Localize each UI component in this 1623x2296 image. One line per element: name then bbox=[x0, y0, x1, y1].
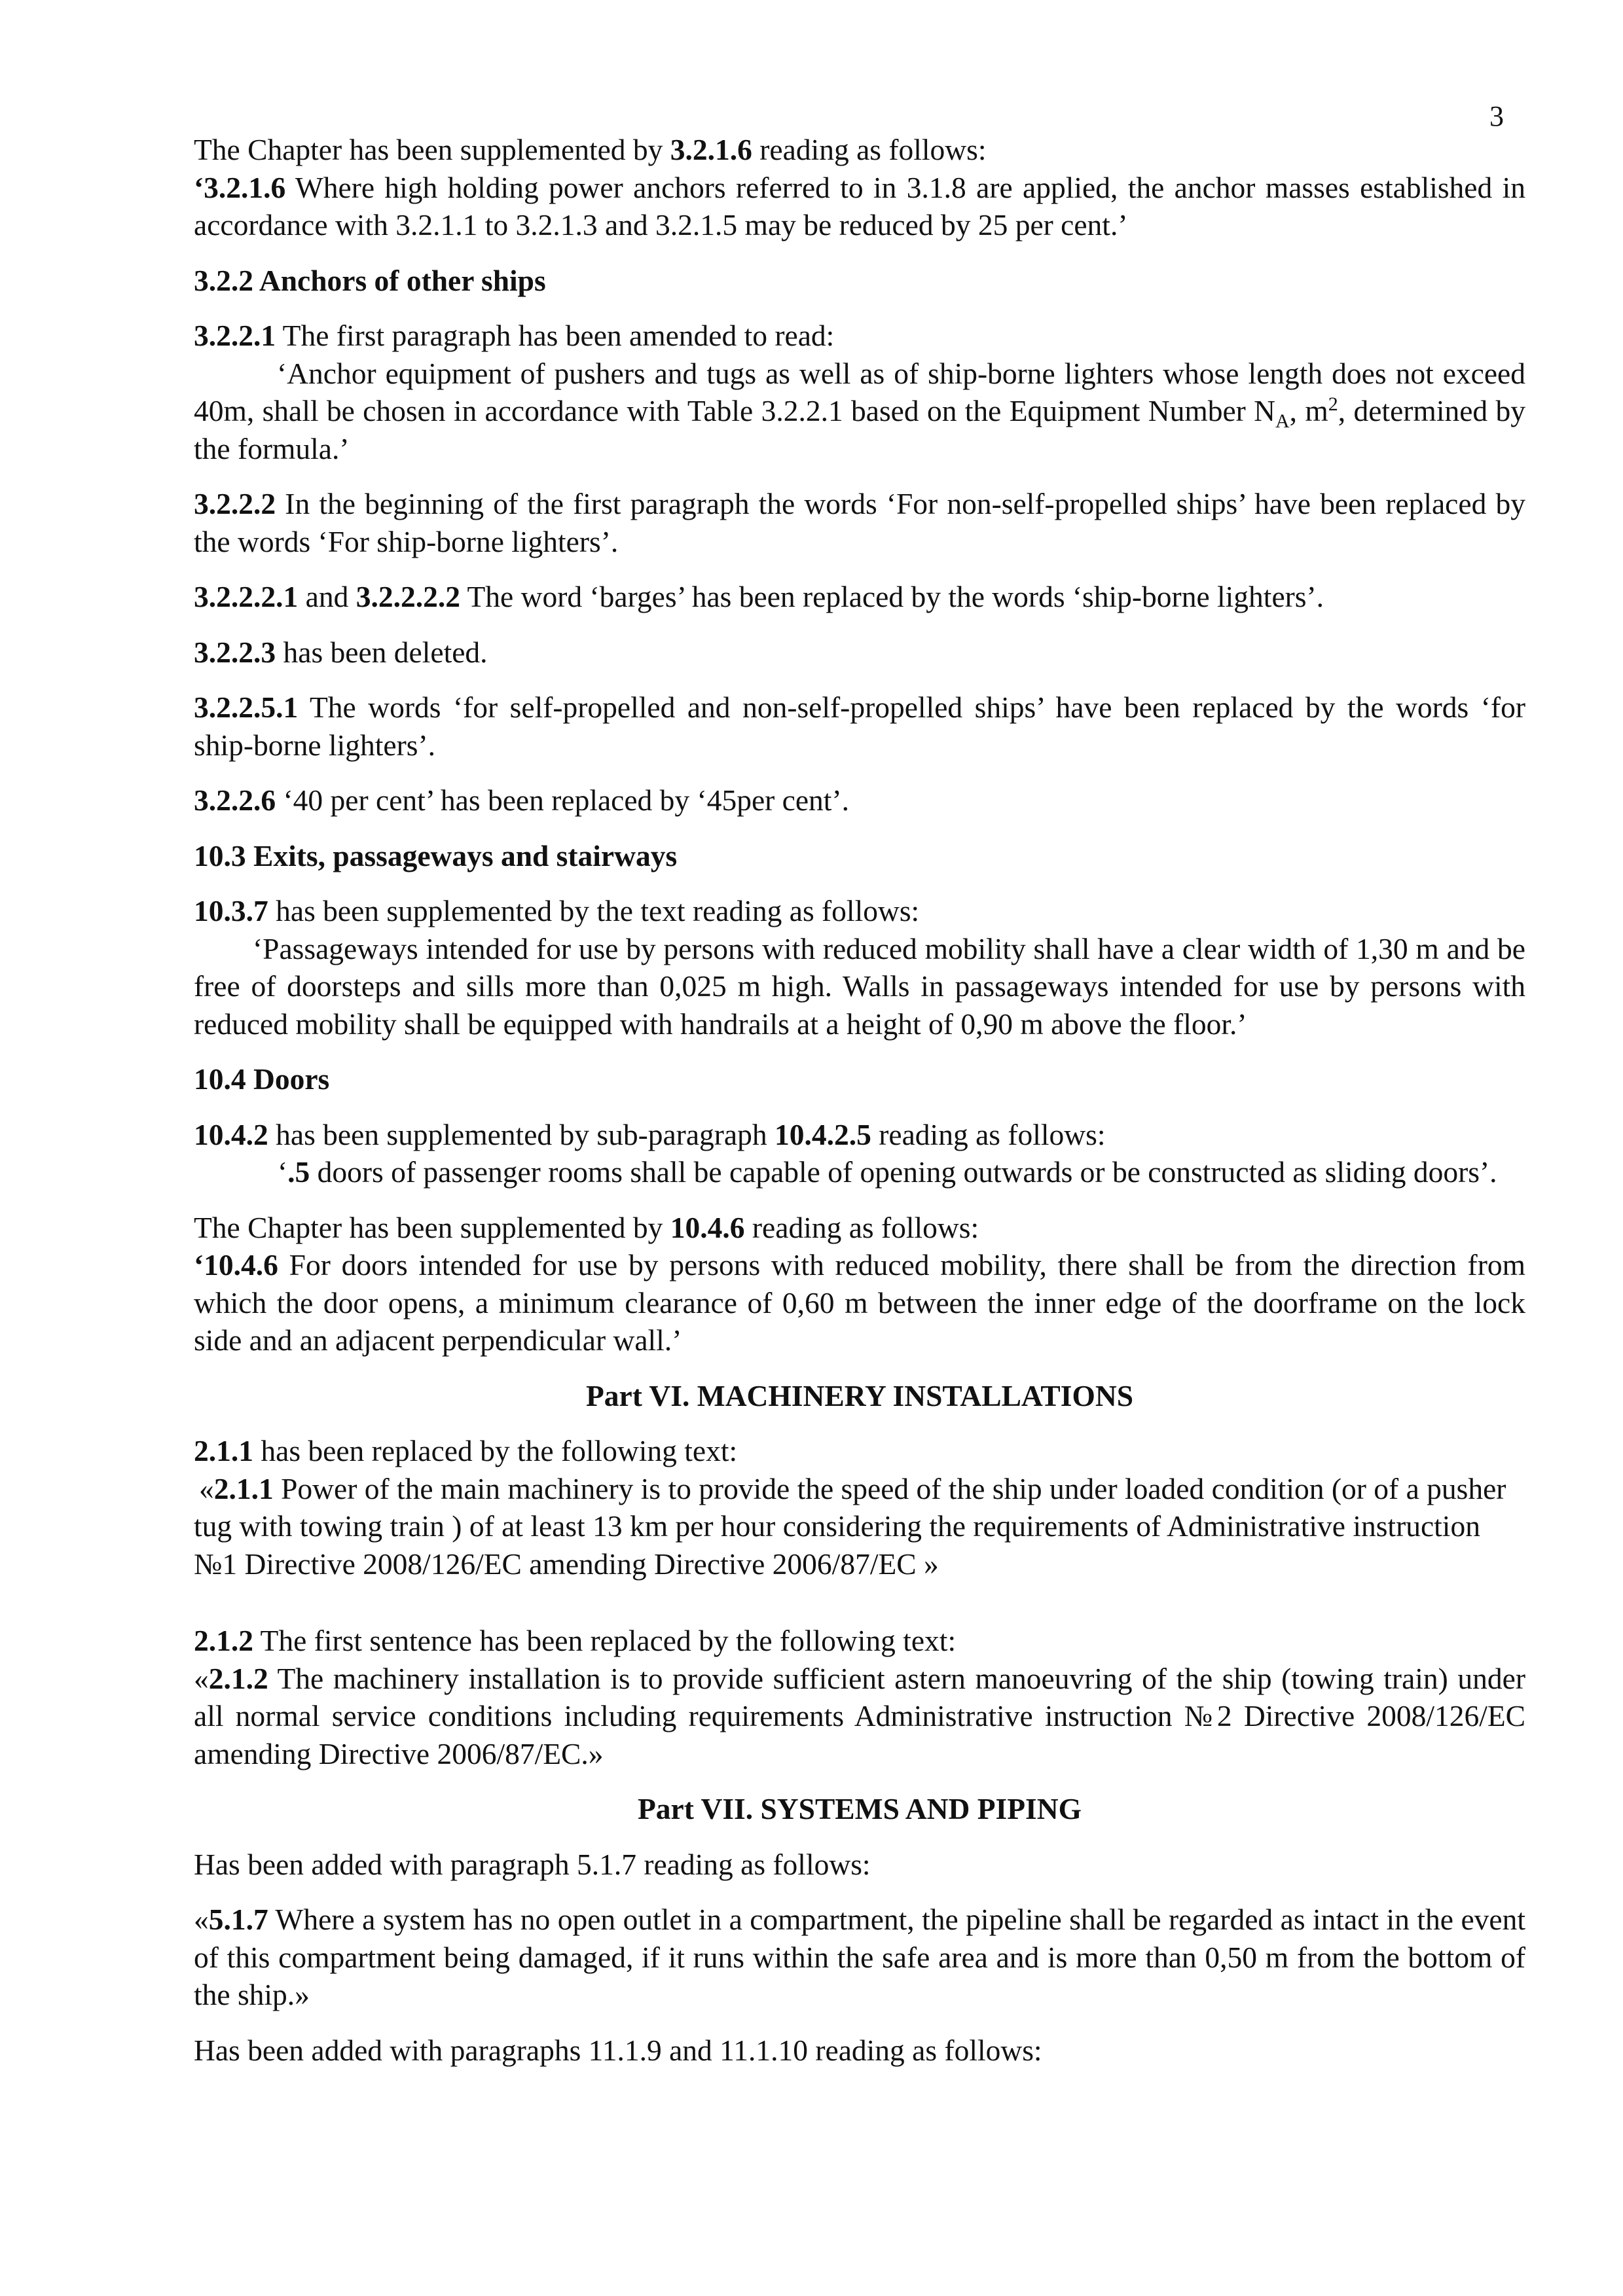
page-number: 3 bbox=[1489, 100, 1504, 132]
paragraph: 3.2.2.6 ‘40 per cent’ has been replaced by ‘45per cent’. bbox=[194, 783, 849, 817]
paragraph: 3.2.2.2 In the beginning of the first paragraph the words ‘For non-self-propelled ships’ have been replaced by the words ‘For ship-borne lighters’. bbox=[194, 487, 1525, 558]
paragraph: Has been added with paragraphs 11.1.9 and 11.1.10 reading as follows: bbox=[194, 2033, 1042, 2067]
paragraph: «5.1.7 Where a system has no open outlet in a compartment, the pipeline shall be regarded as intact in the event of this compartment being damaged, if it runs within the safe area and is more than 0,50 m from the bottom of the ship.» bbox=[194, 1903, 1525, 2011]
paragraph: 2.1.2 The first sentence has been replaced by the following text: bbox=[194, 1624, 957, 1657]
part-heading: Part VII. SYSTEMS AND PIPING bbox=[638, 1792, 1082, 1825]
paragraph: «2.1.2 The machinery installation is to provide sufficient astern manoeuvring of the ship (towing train) under all normal service conditions including requirements Administrative instruction №2 Directive 2008/126/EC amending Directive 2006/87/EC.» bbox=[194, 1661, 1525, 1770]
paragraph: ‘10.4.6 For doors intended for use by persons with reduced mobility, there shall be from the direction from which the door opens, a minimum clearance of 0,60 m between the inner edge of the doorframe on the lock side and an adjacent perpendicular wall.’ bbox=[194, 1248, 1525, 1357]
paragraph: 3.2.2.2.1 and 3.2.2.2.2 The word ‘barges’ has been replaced by the words ‘ship-borne lighters’. bbox=[194, 580, 1324, 613]
paragraph: ‘Anchor equipment of pushers and tugs as well as of ship-borne lighters whose length does not exceed 40m, shall be chosen in accordance with Table 3.2.2.1 based on the Equipment Number $N_A$, $m^2$, determined by the formula.’ bbox=[194, 356, 1525, 465]
paragraph: ‘.5 doors of passenger rooms shall be capable of opening outwards or be constructed as sliding doors’. bbox=[278, 1155, 1497, 1189]
paragraph: ‘Passageways intended for use by persons with reduced mobility shall have a clear width of 1,30 m and be free of doorsteps and sills more than 0,025 m high. Walls in passageways intended for use by persons with reduced mobility shall be equipped with handrails at a height of 0,90 m above the floor.’ bbox=[194, 931, 1525, 1041]
part-heading: Part VI. MACHINERY INSTALLATIONS bbox=[585, 1378, 1134, 1412]
paragraph: 3.2.2.5.1 The words ‘for self-propelled and non-self-propelled ships’ have been replaced by the words ‘for ship-borne lighters’. bbox=[194, 691, 1525, 762]
paragraph: The Chapter has been supplemented by 10.4.6 reading as follows: bbox=[194, 1210, 979, 1244]
paragraph: «2.1.1 Power of the main machinery is to provide the speed of the ship under loaded condition (or of a pusher tug with towing train ) of at least 13 km per hour considering the requirements of Administrative instruction №1 Directive 2008/126/EC amending Directive 2006/87/EC » bbox=[194, 1471, 1506, 1581]
section-heading: 10.3 Exits, passageways and stairways bbox=[194, 838, 678, 872]
paragraph: 3.2.2.1 The first paragraph has been amended to read: bbox=[194, 319, 835, 352]
section-heading: 3.2.2 Anchors of other ships bbox=[194, 263, 546, 297]
section-heading: 10.4 Doors bbox=[194, 1062, 330, 1096]
paragraph: 10.4.2 has been supplemented by sub-paragraph 10.4.2.5 reading as follows: bbox=[194, 1117, 1106, 1151]
paragraph: ‘3.2.1.6 Where high holding power anchors referred to in 3.1.8 are applied, the anchor masses established in accordance with 3.2.1.1 to 3.2.1.3 and 3.2.1.5 may be reduced by 25 per cent.’ bbox=[194, 170, 1525, 242]
paragraph: The Chapter has been supplemented by 3.2.1.6 reading as follows: bbox=[194, 133, 987, 166]
paragraph: 2.1.1 has been replaced by the following text: bbox=[194, 1434, 738, 1467]
paragraph: Has been added with paragraph 5.1.7 reading as follows: bbox=[194, 1847, 871, 1881]
document-body bbox=[194, 131, 1525, 2069]
paragraph: 10.3.7 has been supplemented by the text reading as follows: bbox=[194, 894, 920, 927]
paragraph: 3.2.2.3 has been deleted. bbox=[194, 635, 488, 669]
